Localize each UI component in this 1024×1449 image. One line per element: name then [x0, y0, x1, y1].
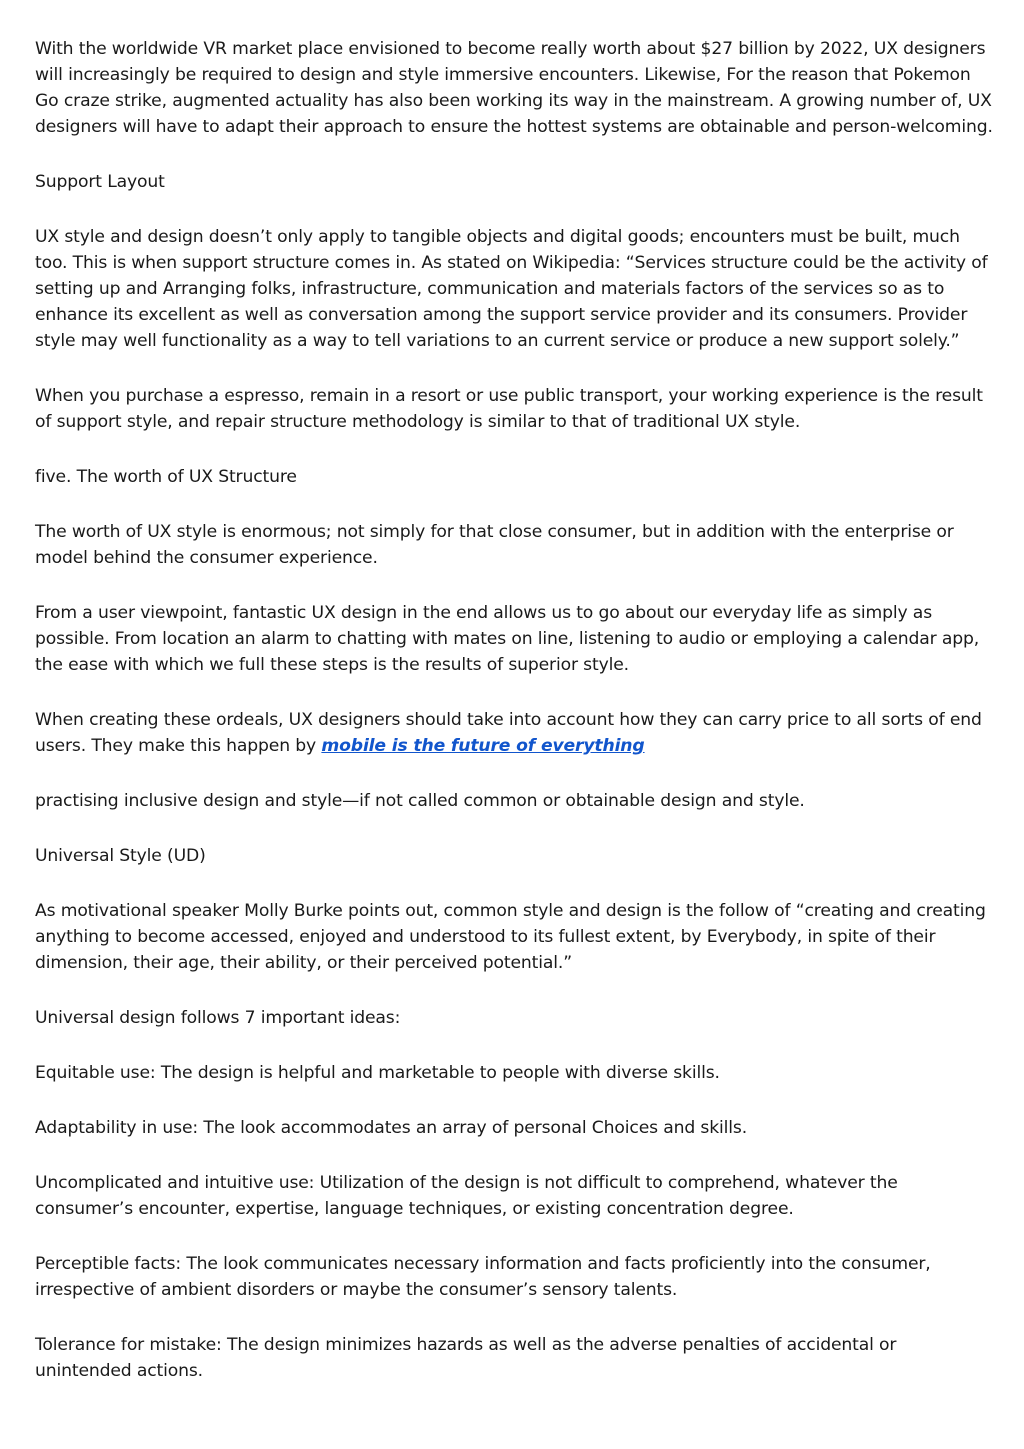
paragraph-seven-ideas: Universal design follows 7 important ideas: [35, 1008, 401, 1028]
paragraph-perceptible-facts: Perceptible facts: The look communicates necessary information and facts proficiently into the consumer, irrespective of ambient disorders or maybe the consumer’s sensory talents. [35, 1254, 931, 1300]
paragraph-equitable-use: Equitable use: The design is helpful and marketable to people with diverse skills. [35, 1063, 720, 1083]
article-body [35, 36, 995, 1413]
paragraph-inclusive-design: practising inclusive design and style—if not called common or obtainable design and style. [35, 791, 805, 811]
paragraph-intuitive-use: Uncomplicated and intuitive use: Utilization of the design is not difficult to comprehend, whatever the consumer’s encounter, expertise, language techniques, or existing concentration degree. [35, 1173, 898, 1219]
paragraph-creating-ordeals [35, 707, 995, 759]
heading-support-layout: Support Layout [35, 172, 165, 192]
paragraph-tolerance: Tolerance for mistake: The design minimizes hazards as well as the adverse penalties of accidental or unintended actions. [35, 1335, 897, 1381]
paragraph-user-viewpoint: From a user viewpoint, fantastic UX design in the end allows us to go about our everyday life as simply as possible. From location an alarm to chatting with mates on line, listening to audio or employing a calendar app, the ease with which we full these steps is the results of superior style. [35, 603, 980, 675]
paragraph-vr-market: With the worldwide VR market place envisioned to become really worth about $27 billion by 2022, UX designers will increasingly be required to design and style immersive encounters. Likewise, For the reason that Pokemon Go craze strike, augmented actuality has also been working its way in the mainstream. A growing number of, UX designers will have to adapt their approach to ensure the hottest systems are obtainable and person-welcoming. [35, 39, 993, 137]
paragraph-molly-burke: As motivational speaker Molly Burke points out, common style and design is the follow of “creating and creating anything to become accessed, enjoyed and understood to its fullest extent, by Everybody, in spite of their dimension, their age, their ability, or their perceived potential.” [35, 901, 986, 973]
heading-universal-style: Universal Style (UD) [35, 846, 206, 866]
mobile-future-link[interactable]: mobile is the future of everything [321, 736, 645, 756]
paragraph-creating-ordeals-text: When creating these ordeals, UX designers should take into account how they can carry price to all sorts of end users. They make this happen by [35, 710, 982, 756]
paragraph-adaptability: Adaptability in use: The look accommodates an array of personal Choices and skills. [35, 1118, 748, 1138]
paragraph-service-design: UX style and design doesn’t only apply to tangible objects and digital goods; encounters must be built, much too. This is when support structure comes in. As stated on Wikipedia: “Services structure could be the activity of setting up and Arranging folks, infrastructure, communication and materials factors of the services so as to enhance its excellent as well as conversation among the support service provider and its consumers. Provider style may well functionality as a way to tell variations to an current service or produce a new support solely.” [35, 227, 988, 351]
heading-worth-of-ux: five. The worth of UX Structure [35, 467, 297, 487]
paragraph-espresso: When you purchase a espresso, remain in a resort or use public transport, your working experience is the result of support style, and repair structure methodology is similar to that of traditional UX style. [35, 386, 983, 432]
paragraph-ux-value: The worth of UX style is enormous; not simply for that close consumer, but in addition with the enterprise or model behind the consumer experience. [35, 522, 954, 568]
